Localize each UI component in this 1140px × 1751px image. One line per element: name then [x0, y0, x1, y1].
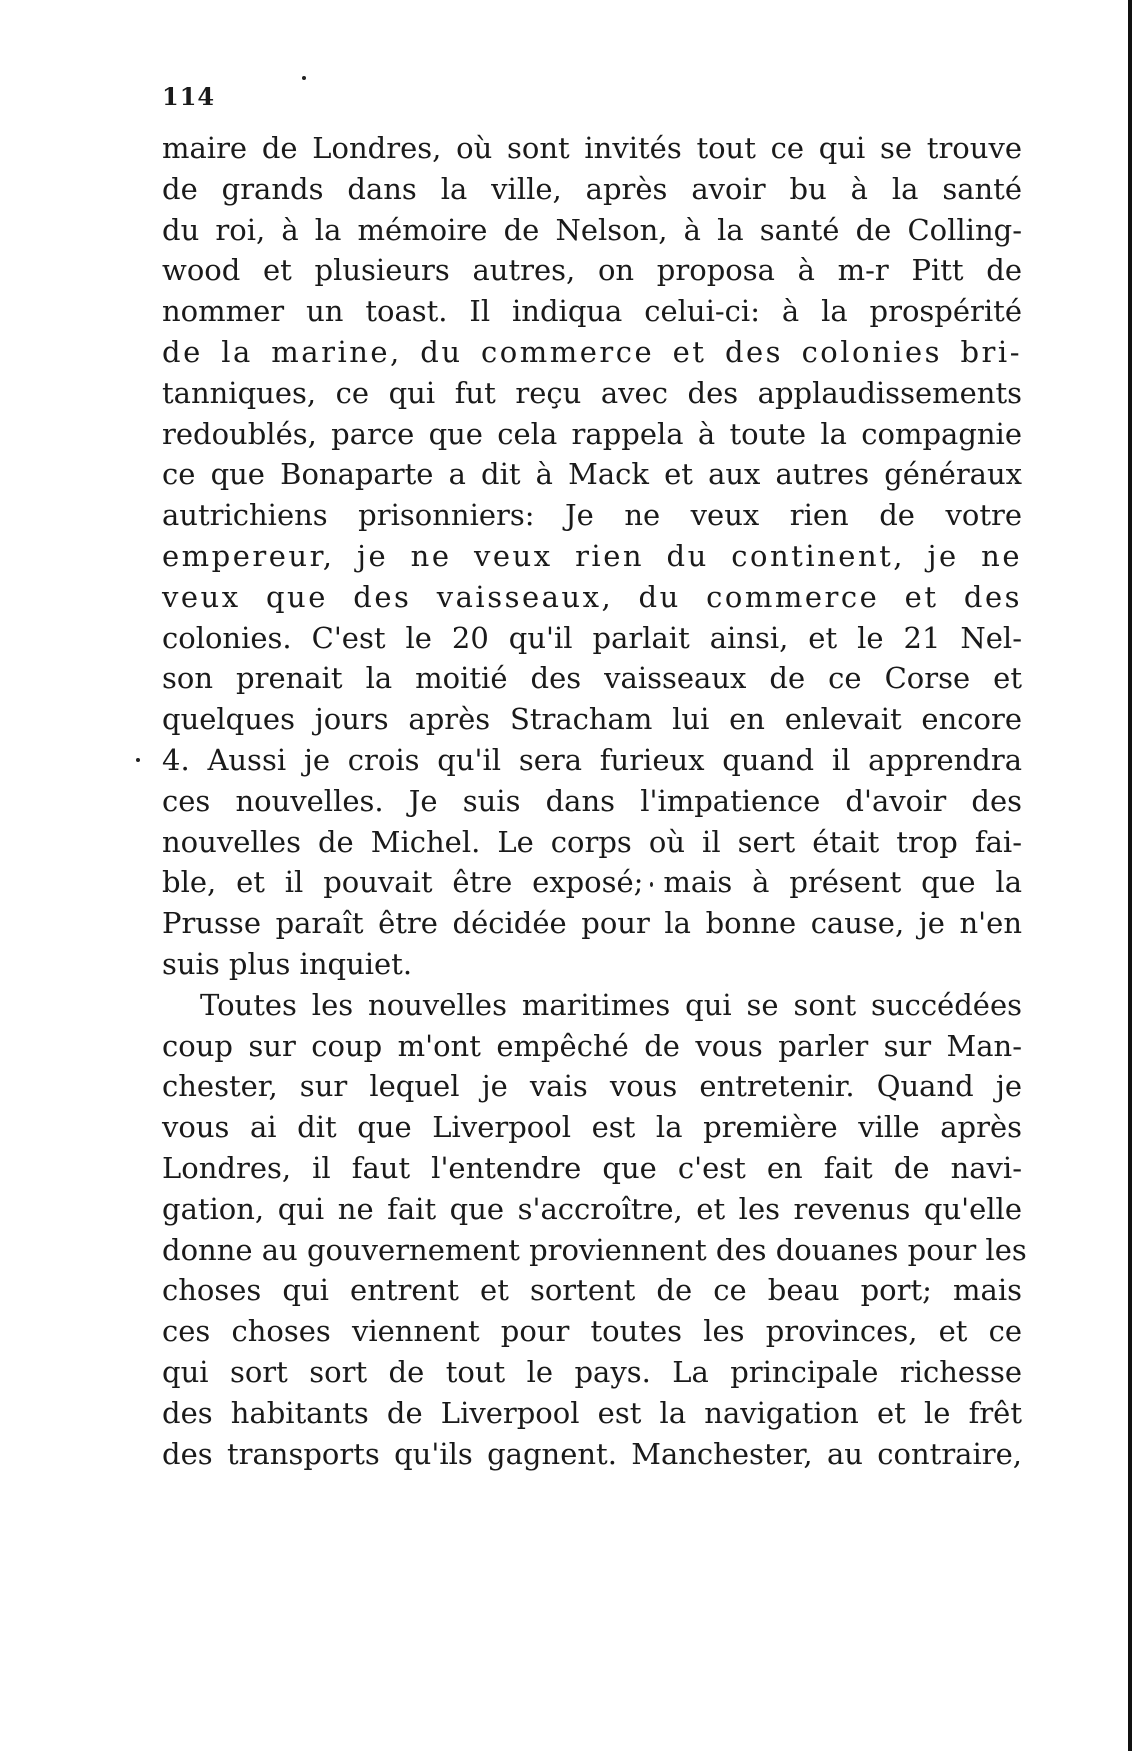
text-line: vous ai dit que Liverpool est la première ville après — [162, 1110, 1022, 1145]
scan-edge-rule — [1128, 0, 1132, 1751]
ink-speck — [136, 758, 140, 762]
text-line: Toutes les nouvelles maritimes qui se sont succédées — [200, 987, 1022, 1022]
text-line: veux que des vaisseaux, du commerce et des — [162, 579, 1022, 614]
text-line: empereur, je ne veux rien du continent, je ne — [162, 538, 1022, 573]
text-line: donne au gouvernement proviennent des douanes pour les — [162, 1232, 1027, 1267]
text-line: son prenait la moitié des vaisseaux de ce Corse et — [162, 661, 1022, 696]
text-line: nouvelles de Michel. Le corps où il sert était trop fai- — [162, 824, 1022, 859]
text-line: chester, sur lequel je vais vous entretenir. Quand je — [162, 1069, 1022, 1104]
text-line: Londres, il faut l'entendre que c'est en fait de navi- — [162, 1150, 1022, 1185]
text-line: 4. Aussi je crois qu'il sera furieux quand il apprendra — [162, 742, 1022, 777]
text-line: du roi, à la mémoire de Nelson, à la santé de Colling- — [162, 212, 1022, 247]
text-line: quelques jours après Stracham lui en enlevait encore — [162, 702, 1022, 737]
text-line: choses qui entrent et sortent de ce beau port; mais — [162, 1273, 1022, 1308]
ink-speck — [302, 76, 306, 80]
text-line: des transports qu'ils gagnent. Manchester, au contraire, — [162, 1436, 1022, 1471]
text-line: suis plus inquiet. — [162, 946, 413, 981]
text-line: autrichiens prisonniers: Je ne veux rien de votre — [162, 498, 1022, 533]
text-line: coup sur coup m'ont empêché de vous parler sur Man- — [162, 1028, 1022, 1063]
text-line: ble, et il pouvait être exposé; mais à présent que la — [162, 865, 1022, 900]
text-line: tanniques, ce qui fut reçu avec des applaudissements — [162, 375, 1022, 410]
text-line: Prusse paraît être décidée pour la bonne cause, je n'en — [162, 906, 1022, 941]
text-line: maire de Londres, où sont invités tout ce qui se trouve — [162, 131, 1022, 165]
text-line: ces choses viennent pour toutes les provinces, et ce — [162, 1314, 1022, 1349]
body-text — [162, 128, 1027, 1474]
text-line: de grands dans la ville, après avoir bu à la santé — [162, 171, 1022, 206]
text-line: colonies. C'est le 20 qu'il parlait ainsi, et le 21 Nel- — [162, 620, 1022, 655]
text-line: de la marine, du commerce et des colonies bri- — [162, 334, 1022, 369]
text-line: ces nouvelles. Je suis dans l'impatience d'avoir des — [162, 783, 1022, 818]
page-number: 114 — [162, 82, 216, 111]
text-line: des habitants de Liverpool est la navigation et le frêt — [162, 1395, 1022, 1430]
text-line: qui sort sort de tout le pays. La principale richesse — [162, 1354, 1022, 1389]
text-line: gation, qui ne fait que s'accroître, et les revenus qu'elle — [162, 1191, 1022, 1226]
text-line: wood et plusieurs autres, on proposa à m-r Pitt de — [162, 253, 1022, 288]
text-line: nommer un toast. Il indiqua celui-ci: à la prospérité — [162, 294, 1022, 329]
text-line: redoublés, parce que cela rappela à toute la compagnie — [162, 416, 1022, 451]
text-line: ce que Bonaparte a dit à Mack et aux autres généraux — [162, 457, 1022, 492]
